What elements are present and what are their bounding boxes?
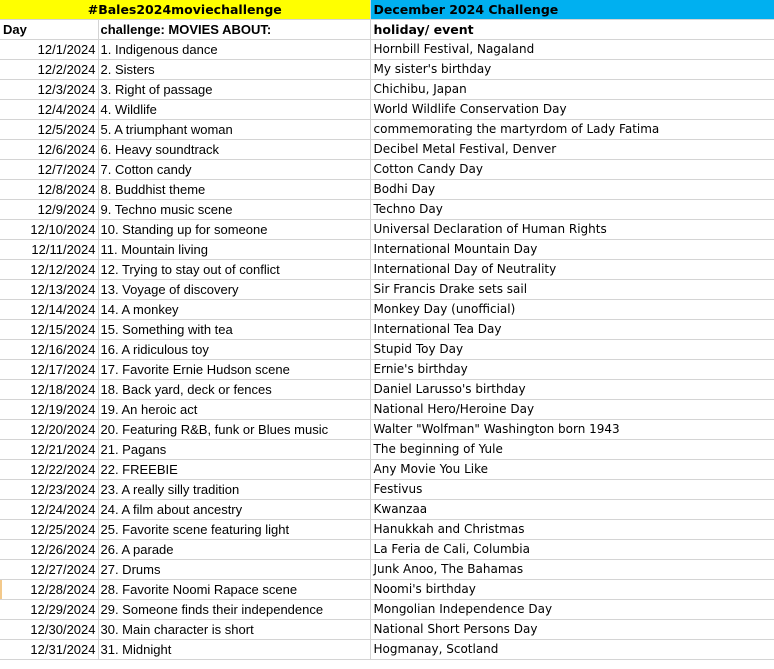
table-row <box>0 600 774 620</box>
challenge-cell[interactable]: 8. Buddhist theme <box>98 180 370 200</box>
date-cell[interactable]: 12/1/2024 <box>0 40 98 60</box>
challenge-cell[interactable]: 25. Favorite scene featuring light <box>98 520 370 540</box>
event-cell[interactable]: Junk Anoo, The Bahamas <box>370 560 774 580</box>
event-cell[interactable]: Hanukkah and Christmas <box>370 520 774 540</box>
date-cell[interactable]: 12/28/2024 <box>0 580 98 600</box>
column-header-row <box>0 20 774 40</box>
event-cell[interactable]: Sir Francis Drake sets sail <box>370 280 774 300</box>
challenge-cell[interactable]: 27. Drums <box>98 560 370 580</box>
table-row <box>0 180 774 200</box>
challenge-cell[interactable]: 4. Wildlife <box>98 100 370 120</box>
event-cell[interactable]: Noomi's birthday <box>370 580 774 600</box>
challenge-cell[interactable]: 10. Standing up for someone <box>98 220 370 240</box>
event-cell[interactable]: Kwanzaa <box>370 500 774 520</box>
challenge-cell[interactable]: 19. An heroic act <box>98 400 370 420</box>
event-cell[interactable]: Decibel Metal Festival, Denver <box>370 140 774 160</box>
date-cell[interactable]: 12/11/2024 <box>0 240 98 260</box>
date-cell[interactable]: 12/9/2024 <box>0 200 98 220</box>
event-cell[interactable]: International Mountain Day <box>370 240 774 260</box>
event-cell[interactable]: World Wildlife Conservation Day <box>370 100 774 120</box>
date-cell[interactable]: 12/26/2024 <box>0 540 98 560</box>
event-cell[interactable]: Chichibu, Japan <box>370 80 774 100</box>
table-row <box>0 540 774 560</box>
challenge-cell[interactable]: 26. A parade <box>98 540 370 560</box>
challenge-header-cell[interactable]: challenge: MOVIES ABOUT: <box>98 20 370 40</box>
date-cell[interactable]: 12/19/2024 <box>0 400 98 420</box>
challenge-cell[interactable]: 7. Cotton candy <box>98 160 370 180</box>
event-cell[interactable]: International Day of Neutrality <box>370 260 774 280</box>
challenge-cell[interactable]: 5. A triumphant woman <box>98 120 370 140</box>
month-title-cell[interactable]: December 2024 Challenge <box>370 0 774 20</box>
challenge-cell[interactable]: 22. FREEBIE <box>98 460 370 480</box>
event-cell[interactable]: Stupid Toy Day <box>370 340 774 360</box>
table-row <box>0 60 774 80</box>
date-cell[interactable]: 12/4/2024 <box>0 100 98 120</box>
table-row <box>0 320 774 340</box>
table-row <box>0 480 774 500</box>
date-cell[interactable]: 12/2/2024 <box>0 60 98 80</box>
event-cell[interactable]: Hornbill Festival, Nagaland <box>370 40 774 60</box>
table-row <box>0 640 774 660</box>
event-cell[interactable]: Festivus <box>370 480 774 500</box>
table-row <box>0 300 774 320</box>
date-cell[interactable]: 12/27/2024 <box>0 560 98 580</box>
event-cell[interactable]: commemorating the martyrdom of Lady Fatima <box>370 120 774 140</box>
event-cell[interactable]: Universal Declaration of Human Rights <box>370 220 774 240</box>
table-row <box>0 460 774 480</box>
date-cell[interactable]: 12/10/2024 <box>0 220 98 240</box>
date-cell[interactable]: 12/22/2024 <box>0 460 98 480</box>
event-cell[interactable]: The beginning of Yule <box>370 440 774 460</box>
table-row <box>0 200 774 220</box>
challenge-cell[interactable]: 24. A film about ancestry <box>98 500 370 520</box>
table-row <box>0 340 774 360</box>
table-row <box>0 560 774 580</box>
challenge-cell[interactable]: 31. Midnight <box>98 640 370 660</box>
challenge-cell[interactable]: 21. Pagans <box>98 440 370 460</box>
title-row <box>0 0 774 20</box>
date-cell[interactable]: 12/24/2024 <box>0 500 98 520</box>
table-row <box>0 580 774 600</box>
table-row <box>0 400 774 420</box>
challenge-cell[interactable]: 11. Mountain living <box>98 240 370 260</box>
date-cell[interactable]: 12/3/2024 <box>0 80 98 100</box>
challenge-cell[interactable]: 16. A ridiculous toy <box>98 340 370 360</box>
date-cell[interactable]: 12/20/2024 <box>0 420 98 440</box>
table-row <box>0 620 774 640</box>
date-cell[interactable]: 12/29/2024 <box>0 600 98 620</box>
challenge-cell[interactable]: 12. Trying to stay out of conflict <box>98 260 370 280</box>
challenge-cell[interactable]: 29. Someone finds their independence <box>98 600 370 620</box>
challenge-cell[interactable]: 20. Featuring R&B, funk or Blues music <box>98 420 370 440</box>
event-cell[interactable]: International Tea Day <box>370 320 774 340</box>
challenge-cell[interactable]: 3. Right of passage <box>98 80 370 100</box>
event-cell[interactable]: Techno Day <box>370 200 774 220</box>
date-cell[interactable]: 12/14/2024 <box>0 300 98 320</box>
table-row <box>0 40 774 60</box>
event-cell[interactable]: Bodhi Day <box>370 180 774 200</box>
challenge-cell[interactable]: 30. Main character is short <box>98 620 370 640</box>
challenge-cell[interactable]: 6. Heavy soundtrack <box>98 140 370 160</box>
date-cell[interactable]: 12/7/2024 <box>0 160 98 180</box>
table-row <box>0 120 774 140</box>
table-row <box>0 220 774 240</box>
table-row <box>0 440 774 460</box>
date-cell[interactable]: 12/23/2024 <box>0 480 98 500</box>
challenge-cell[interactable]: 28. Favorite Noomi Rapace scene <box>98 580 370 600</box>
challenge-cell[interactable]: 15. Something with tea <box>98 320 370 340</box>
table-row <box>0 240 774 260</box>
date-cell[interactable]: 12/12/2024 <box>0 260 98 280</box>
event-header-cell[interactable]: holiday/ event <box>370 20 774 40</box>
challenge-cell[interactable]: 9. Techno music scene <box>98 200 370 220</box>
table-row <box>0 140 774 160</box>
date-cell[interactable]: 12/30/2024 <box>0 620 98 640</box>
table-row <box>0 280 774 300</box>
challenge-cell[interactable]: 17. Favorite Ernie Hudson scene <box>98 360 370 380</box>
date-cell[interactable]: 12/5/2024 <box>0 120 98 140</box>
date-cell[interactable]: 12/31/2024 <box>0 640 98 660</box>
table-row <box>0 360 774 380</box>
table-row <box>0 160 774 180</box>
event-cell[interactable]: National Hero/Heroine Day <box>370 400 774 420</box>
event-cell[interactable]: Walter "Wolfman" Washington born 1943 <box>370 420 774 440</box>
event-cell[interactable]: La Feria de Cali, Columbia <box>370 540 774 560</box>
event-cell[interactable]: Hogmanay, Scotland <box>370 640 774 660</box>
event-cell[interactable]: National Short Persons Day <box>370 620 774 640</box>
event-cell[interactable]: Daniel Larusso's birthday <box>370 380 774 400</box>
date-cell[interactable]: 12/25/2024 <box>0 520 98 540</box>
challenge-cell[interactable]: 13. Voyage of discovery <box>98 280 370 300</box>
day-header-cell[interactable]: Day <box>0 20 98 40</box>
date-cell[interactable]: 12/18/2024 <box>0 380 98 400</box>
date-cell[interactable]: 12/13/2024 <box>0 280 98 300</box>
table-row <box>0 420 774 440</box>
event-cell[interactable]: Cotton Candy Day <box>370 160 774 180</box>
date-cell[interactable]: 12/15/2024 <box>0 320 98 340</box>
date-cell[interactable]: 12/8/2024 <box>0 180 98 200</box>
table-row <box>0 80 774 100</box>
challenge-title-cell[interactable]: #Bales2024moviechallenge <box>0 0 370 20</box>
date-cell[interactable]: 12/6/2024 <box>0 140 98 160</box>
challenge-cell[interactable]: 1. Indigenous dance <box>98 40 370 60</box>
challenge-cell[interactable]: 18. Back yard, deck or fences <box>98 380 370 400</box>
challenge-cell[interactable]: 14. A monkey <box>98 300 370 320</box>
table-row <box>0 500 774 520</box>
event-cell[interactable]: Monkey Day (unofficial) <box>370 300 774 320</box>
date-cell[interactable]: 12/17/2024 <box>0 360 98 380</box>
table-row <box>0 260 774 280</box>
table-row <box>0 100 774 120</box>
date-cell[interactable]: 12/21/2024 <box>0 440 98 460</box>
challenge-cell[interactable]: 2. Sisters <box>98 60 370 80</box>
event-cell[interactable]: My sister's birthday <box>370 60 774 80</box>
event-cell[interactable]: Any Movie You Like <box>370 460 774 480</box>
table-row <box>0 520 774 540</box>
event-cell[interactable]: Ernie's birthday <box>370 360 774 380</box>
table-row <box>0 380 774 400</box>
challenge-cell[interactable]: 23. A really silly tradition <box>98 480 370 500</box>
event-cell[interactable]: Mongolian Independence Day <box>370 600 774 620</box>
date-cell[interactable]: 12/16/2024 <box>0 340 98 360</box>
